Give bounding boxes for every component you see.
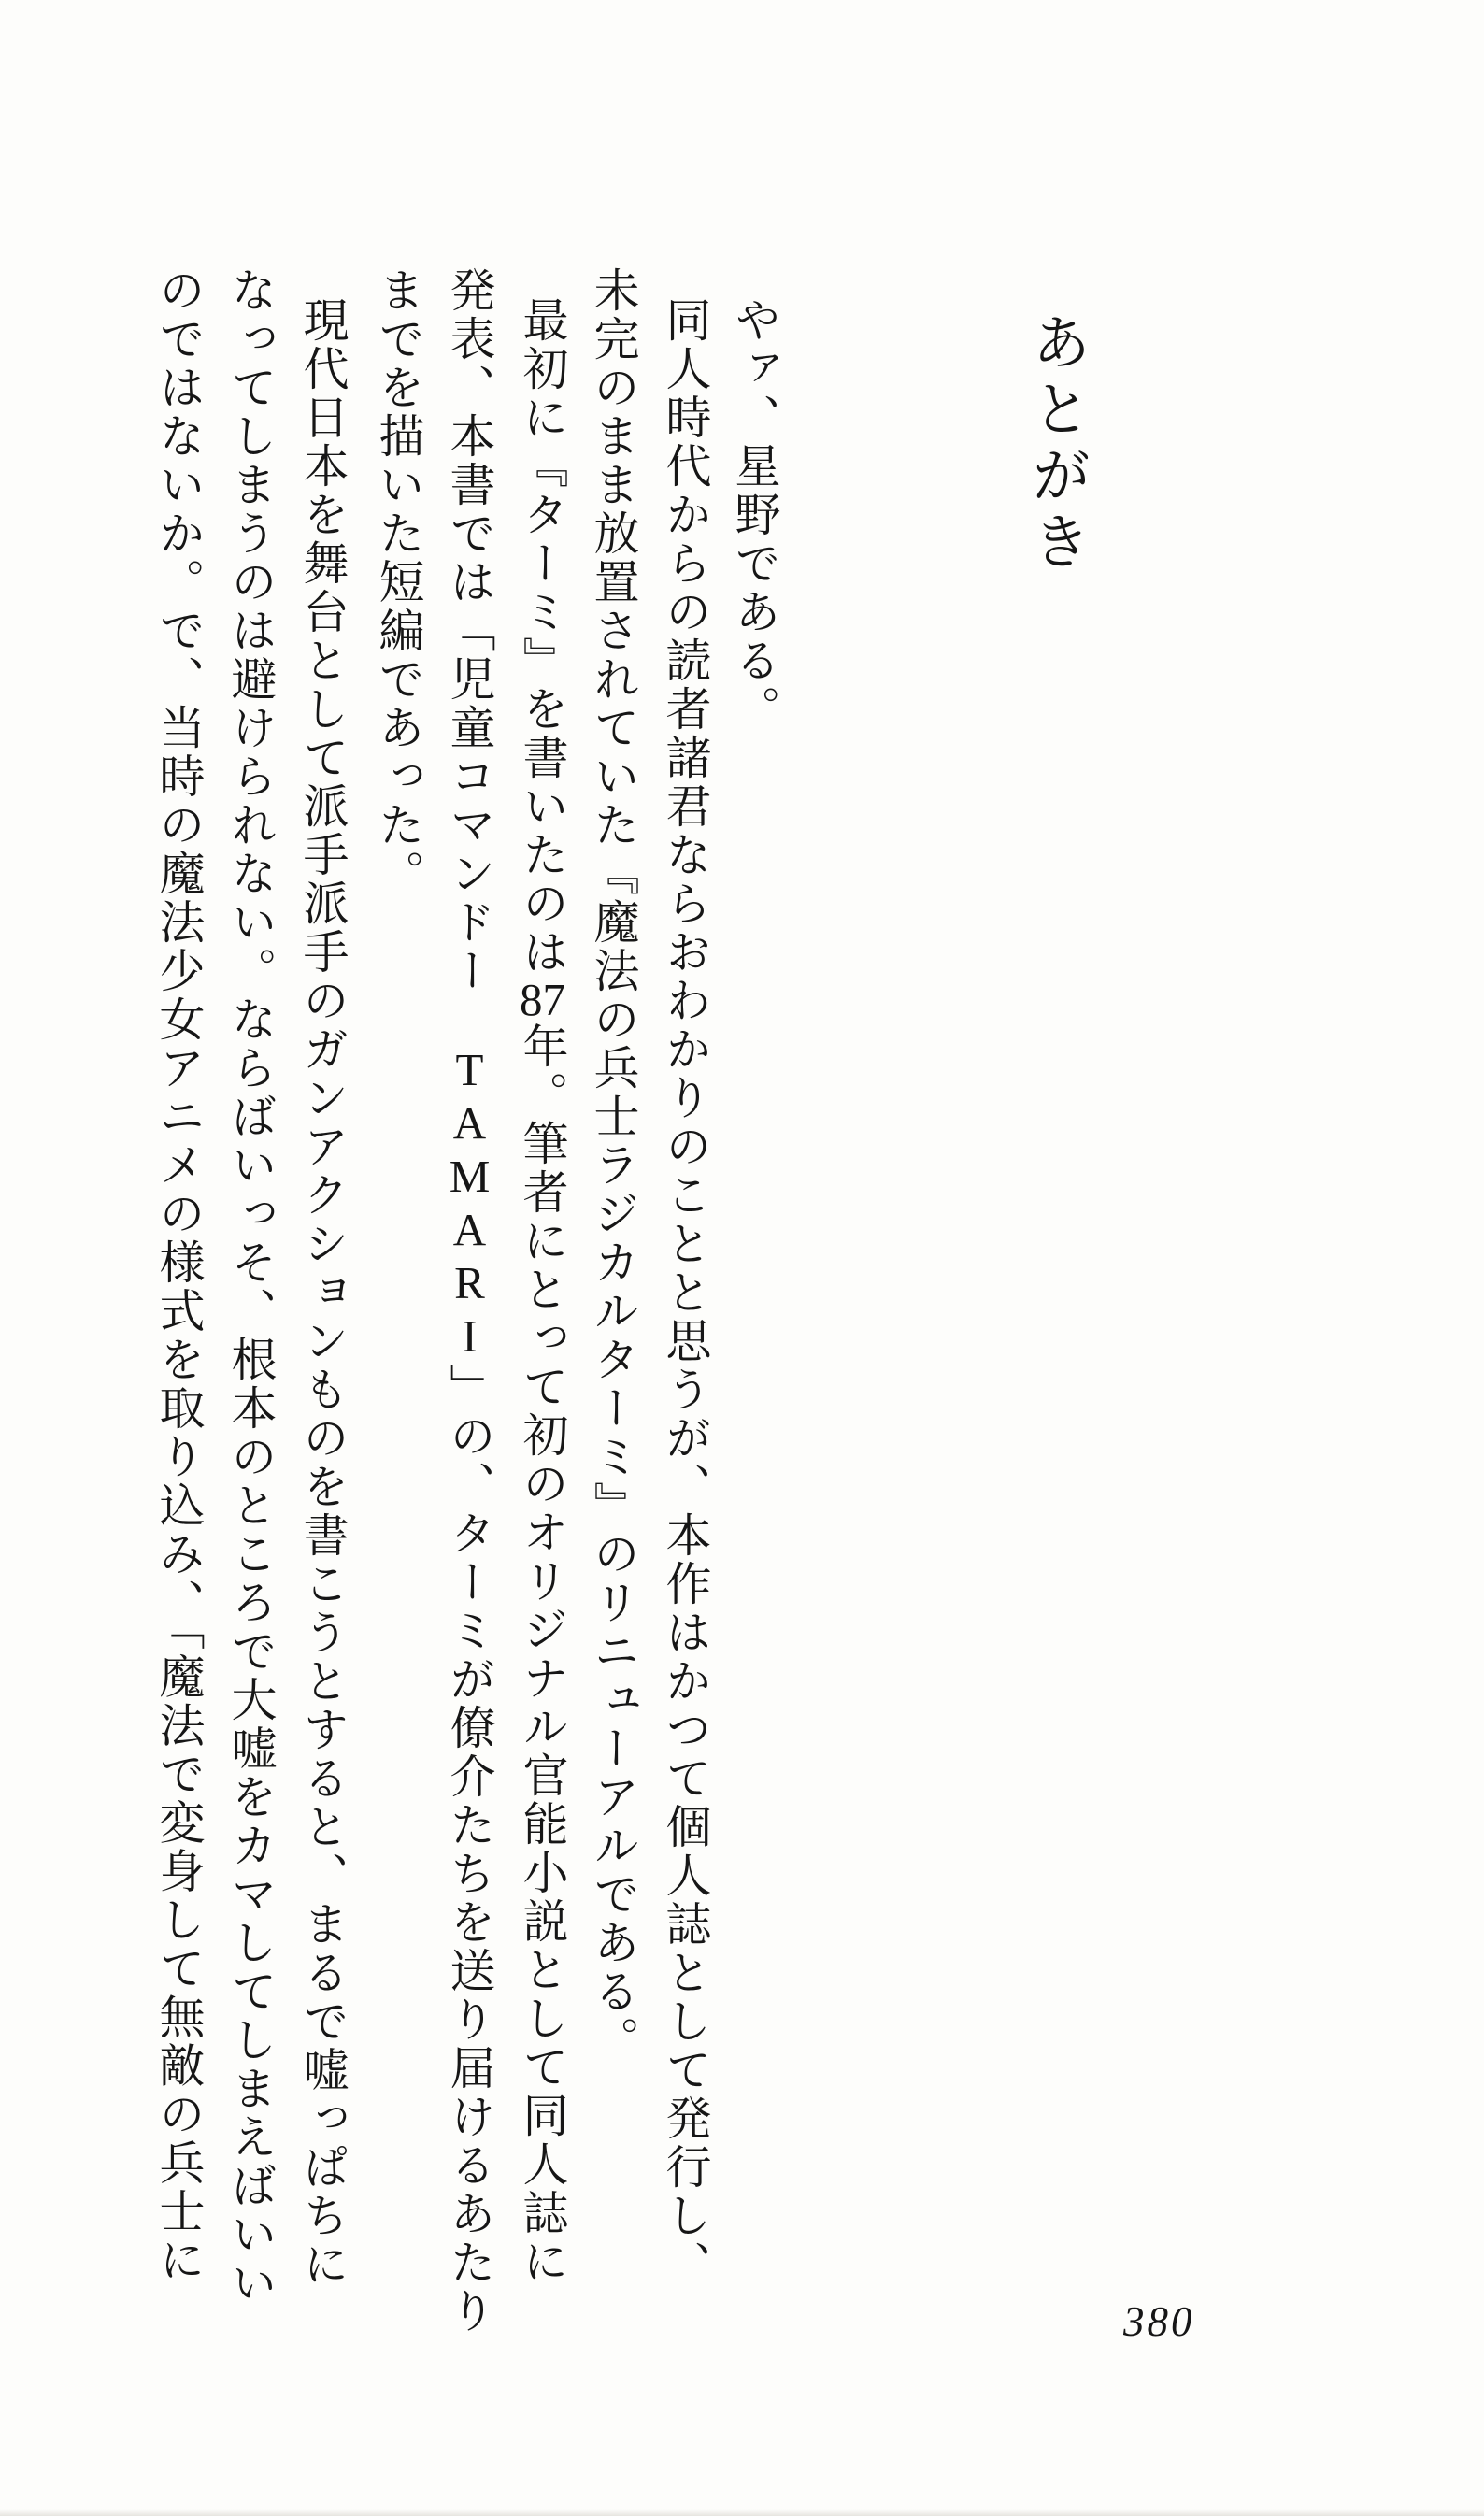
page-title: あとがき (1023, 311, 1090, 577)
upright-latin: TAMARI (444, 1044, 495, 1364)
body-column-4: 最初に『ターミ』を書いたのは87年。筆者にとって初のオリジナル官能小説として同人誌に (517, 296, 568, 2286)
body-column-7: 現代日本を舞台として派手派手のガンアクションものを書こうとすると、まるで嘘っぱちに (297, 296, 349, 2289)
body-column-5: 発表、本書では「児童コマンドー TAMARI」の、ターミが僚介たちを送り届けるあたり (444, 266, 495, 2336)
body-column-6: までを描いた短編であった。 (373, 266, 424, 898)
body-column-3: 未完のまま放置されていた『魔法の兵士ラジカルターミ』のリニューアルである。 (588, 266, 639, 2065)
body-column-2: 同人時代からの読者諸君ならおわかりのことと思うが、本作はかつて個人誌として発行し、 (660, 296, 711, 2289)
body-column-1: やァ、星野である。 (729, 296, 780, 734)
scan-edge-shadow (0, 2509, 1484, 2516)
page-number: 380 (1123, 2298, 1195, 2345)
body-column-8: なってしまうのは避けられない。ならばいっそ、根本のところで大嘘をカマしてしまえばいい (225, 266, 277, 2308)
body-column-9: のではないか。で、当時の魔法少女アニメの様式を取り込み、「魔法で変身して無敵の兵士に (153, 266, 205, 2285)
tate-chu-yoko-digits: 87 (520, 977, 565, 1022)
